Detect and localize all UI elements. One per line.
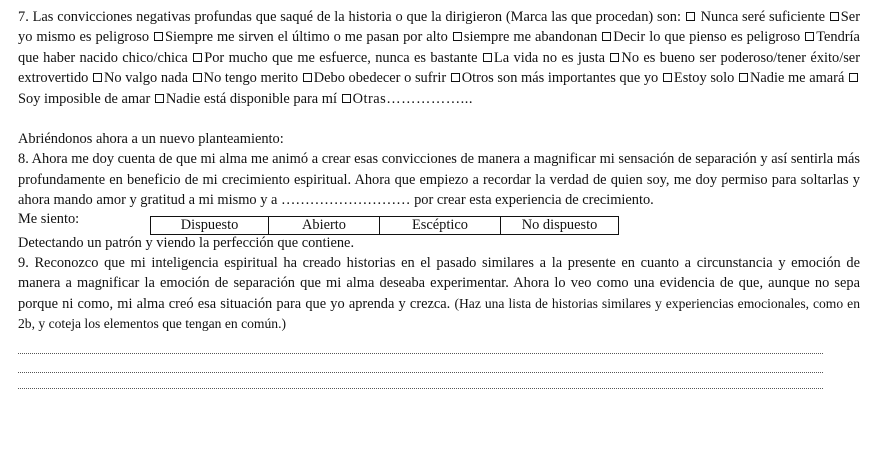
option-label: Estoy solo: [673, 70, 735, 87]
option-label: No valgo nada: [104, 70, 189, 87]
checkbox[interactable]: [610, 53, 619, 62]
option-label: Otros son más importantes que yo: [461, 70, 659, 87]
option-label: Soy imposible de amar: [18, 90, 151, 107]
feeling-option-unwilling[interactable]: No dispuesto: [501, 216, 619, 234]
feeling-option-open[interactable]: Abierto: [269, 216, 380, 234]
checkbox[interactable]: [483, 53, 492, 62]
feeling-label: Me siento:: [18, 210, 80, 227]
answer-line[interactable]: [18, 374, 823, 389]
option-label: La vida no es justa: [493, 49, 606, 66]
checkbox[interactable]: [663, 73, 672, 82]
question-7-intro: 7. Las convicciones negativas profundas que saqué de la historia o que la dirigieron (Marca las que procedan) son:: [18, 9, 681, 25]
checkbox[interactable]: [451, 73, 460, 82]
checkbox[interactable]: [93, 73, 102, 82]
pattern-line: Detectando un patrón y viendo la perfección que contiene.: [18, 234, 355, 251]
question-9-text: 9. Reconozco que mi inteligencia espiritual ha creado historias en el pasado similares a la presente en cuanto a circunstancia y emoción de manera a magnificar la emoción de separación que mi alma deseaba experimentar. Ahora lo veo como una evidencia de que, aunque no sepa porque ni como, mi alma creó esa situación para que yo aprenda y crezca.: [18, 255, 860, 312]
checkbox[interactable]: [686, 12, 695, 21]
answer-line[interactable]: [18, 336, 823, 354]
feeling-options-table: [150, 216, 619, 235]
option-label: Debo obedecer o sufrir: [313, 70, 447, 87]
feeling-option-willing[interactable]: Dispuesto: [151, 216, 269, 234]
option-label: Siempre me sirven el último o me pasan por alto: [165, 29, 448, 46]
question-9-instruction: (Haz una lista de historias similares y experiencias emocionales, como en 2b, y coteja los elementos que tengan en común.): [18, 295, 860, 332]
feeling-option-skeptical[interactable]: Escéptico: [380, 216, 501, 234]
question-9: [18, 253, 860, 335]
checkbox[interactable]: [602, 32, 611, 41]
checkbox[interactable]: [155, 94, 164, 103]
checkbox[interactable]: [193, 53, 202, 62]
option-label: siempre me abandonan: [463, 29, 598, 46]
feeling-row: [18, 211, 860, 233]
question-7: [18, 7, 860, 109]
option-label: Nadie está disponible para mí: [165, 90, 337, 107]
option-label: Nunca seré suficiente: [700, 9, 825, 25]
option-label: Ser yo mismo es peligroso: [18, 9, 860, 46]
answer-line[interactable]: [18, 355, 823, 373]
option-label: Por mucho que me esfuerce, nunca es bastante: [204, 49, 478, 66]
question-8: 8. Ahora me doy cuenta de que mi alma me animó a crear esas convicciones de manera a magnificar mi sensación de separación y así sentirla más profundamente en beneficio de mi crecimiento espiritual. Ahora que empiezo a recordar la verdad de quien soy, me doy permiso para soltarlas y ahora mando amor y gratitud a mi mismo y a ……………………… por crear esta experiencia de crecimiento.: [18, 151, 860, 209]
checkbox[interactable]: [849, 73, 858, 82]
option-label: No tengo merito: [203, 70, 299, 87]
option-label: Nadie me amará: [749, 70, 845, 87]
checkbox[interactable]: [303, 73, 312, 82]
option-label-other: Otras……………...: [352, 90, 473, 107]
checkbox[interactable]: [830, 12, 839, 21]
option-label: Decir lo que pienso es peligroso: [613, 29, 801, 46]
option-label: No es bueno ser poderoso/tener éxito/ser extrovertido: [18, 49, 860, 87]
checkbox[interactable]: [342, 94, 351, 103]
option-label: Tendría que haber nacido chico/chica: [18, 29, 860, 66]
checkbox[interactable]: [453, 32, 462, 41]
worksheet-page: [18, 7, 860, 389]
spacer: [18, 109, 860, 129]
checkbox[interactable]: [739, 73, 748, 82]
section-heading: Abriéndonos ahora a un nuevo planteamiento:: [18, 131, 284, 148]
checkbox[interactable]: [193, 73, 202, 82]
checkbox[interactable]: [154, 32, 163, 41]
checkbox[interactable]: [805, 32, 814, 41]
